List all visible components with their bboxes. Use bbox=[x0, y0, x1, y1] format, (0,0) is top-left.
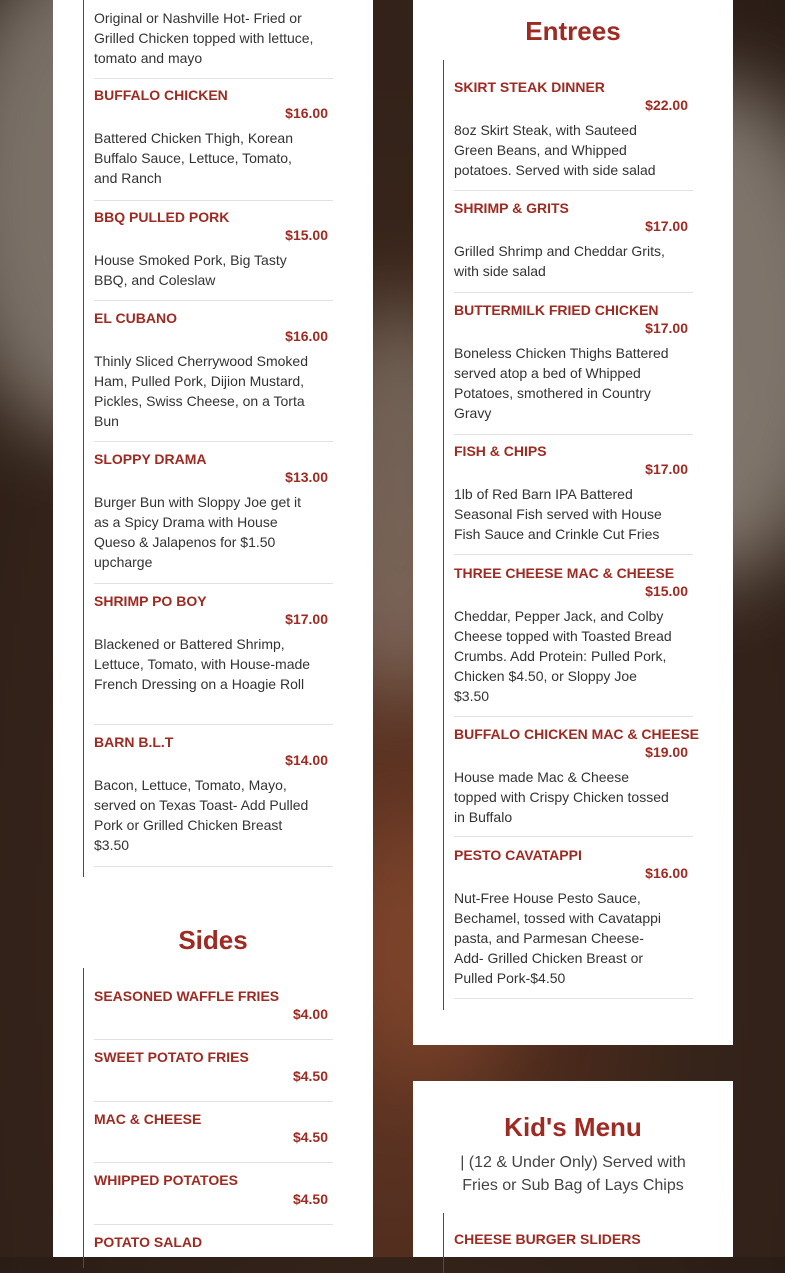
item-name: SKIRT STEAK DINNER bbox=[454, 79, 605, 95]
sides-card bbox=[53, 893, 373, 1257]
item-name: SWEET POTATO FRIES bbox=[94, 1049, 249, 1065]
item-price: $14.00 bbox=[285, 752, 328, 768]
item-description: Grilled Shrimp and Cheddar Grits, with side salad bbox=[454, 243, 665, 279]
section-title: Sides bbox=[178, 925, 248, 955]
item-description: Bacon, Lettuce, Tomato, Mayo, served on Texas Toast- Add Pulled Pork or Grilled Chicken Breast $3.50 bbox=[94, 777, 309, 853]
menu-item bbox=[94, 987, 333, 1040]
item-name: SEASONED WAFFLE FRIES bbox=[94, 988, 280, 1004]
item-price: $17.00 bbox=[645, 218, 688, 234]
item-price: $17.00 bbox=[645, 461, 688, 477]
item-description: 1lb of Red Barn IPA Battered Seasonal Fish served with House Fish Sauce and Crinkle Cut Fries bbox=[454, 486, 662, 542]
item-price: $16.00 bbox=[645, 865, 688, 881]
item-price: $4.50 bbox=[292, 1129, 328, 1145]
item-description: House Smoked Pork, Big Tasty BBQ, and Coleslaw bbox=[94, 252, 287, 288]
item-name: SHRIMP & GRITS bbox=[454, 200, 569, 216]
item-description: Thinly Sliced Cherrywood Smoked Ham, Pulled Pork, Dijion Mustard, Pickles, Swiss Cheese, on a Torta Bun bbox=[94, 353, 308, 429]
item-price: $13.00 bbox=[285, 469, 328, 485]
kids-menu-note: | (12 & Under Only) Served with Fries or Sub Bag of Lays Chips bbox=[460, 1154, 686, 1194]
sandwiches-card bbox=[53, 0, 373, 893]
item-name: MAC & CHEESE bbox=[94, 1111, 202, 1127]
item-name: BARN B.L.T bbox=[94, 734, 174, 750]
menu-item bbox=[454, 725, 700, 837]
menu-item bbox=[94, 733, 333, 867]
menu-item bbox=[94, 1233, 333, 1257]
kids-menu-card bbox=[413, 1081, 733, 1257]
item-description: Boneless Chicken Thighs Battered served atop a bed of Whipped Potatoes, smothered in Country Gravy bbox=[454, 345, 669, 421]
item-description: 8oz Skirt Steak, with Sauteed Green Beans, and Whipped potatoes. Served with side salad bbox=[454, 122, 656, 178]
item-price: $22.00 bbox=[645, 97, 688, 113]
item-price: $16.00 bbox=[285, 105, 328, 121]
section-rule bbox=[83, 0, 84, 877]
item-name: BUFFALO CHICKEN MAC & CHEESE bbox=[454, 726, 700, 742]
menu-item bbox=[454, 846, 693, 999]
menu-item bbox=[94, 0, 333, 79]
menu-item bbox=[94, 1171, 333, 1225]
section-rule bbox=[443, 1213, 444, 1273]
menu-item bbox=[94, 1110, 333, 1163]
menu-item bbox=[454, 199, 693, 293]
item-name: WHIPPED POTATOES bbox=[94, 1172, 238, 1188]
item-price: $16.00 bbox=[285, 328, 328, 344]
item-description: House made Mac & Cheese topped with Crispy Chicken tossed in Buffalo bbox=[454, 769, 669, 825]
entrees-card bbox=[413, 0, 733, 1045]
item-name: SHRIMP PO BOY bbox=[94, 593, 207, 609]
item-name: CHEESE BURGER SLIDERS bbox=[454, 1231, 641, 1247]
item-name: EL CUBANO bbox=[94, 310, 177, 326]
menu-item bbox=[94, 1048, 333, 1102]
item-price: $19.00 bbox=[645, 744, 688, 760]
item-price: $4.50 bbox=[292, 1191, 328, 1207]
item-name: PESTO CAVATAPPI bbox=[454, 847, 582, 863]
section-rule bbox=[83, 968, 84, 1268]
item-price: $4.50 bbox=[292, 1068, 328, 1084]
menu-item bbox=[454, 442, 693, 555]
item-description: Original or Nashville Hot- Fried or Grilled Chicken topped with lettuce, tomato and mayo bbox=[94, 10, 314, 66]
section-title: Entrees bbox=[525, 16, 621, 46]
item-price: $15.00 bbox=[285, 227, 328, 243]
item-price: $4.00 bbox=[292, 1006, 328, 1022]
item-description: Blackened or Battered Shrimp, Lettuce, Tomato, with House-made French Dressing on a Hoagie Roll bbox=[94, 636, 311, 692]
item-name: BUTTERMILK FRIED CHICKEN bbox=[454, 302, 659, 318]
menu-item bbox=[94, 450, 333, 584]
menu-item bbox=[454, 1230, 693, 1257]
menu-item bbox=[94, 208, 333, 301]
menu-item bbox=[94, 309, 333, 442]
menu-item bbox=[454, 78, 693, 191]
item-name: BUFFALO CHICKEN bbox=[94, 87, 228, 103]
menu-item bbox=[94, 592, 333, 725]
menu-item bbox=[454, 301, 693, 435]
item-name: SLOPPY DRAMA bbox=[94, 451, 207, 467]
menu-item bbox=[454, 564, 693, 717]
item-name: POTATO SALAD bbox=[94, 1234, 203, 1250]
item-description: Nut-Free House Pesto Sauce, Bechamel, tossed with Cavatappi pasta, and Parmesan Cheese- Add- Grilled Chicken Breast or Pulled Pork-$4.50 bbox=[454, 890, 661, 986]
menu-item bbox=[94, 86, 333, 201]
item-price: $17.00 bbox=[645, 320, 688, 336]
item-description: Burger Bun with Sloppy Joe get it as a Spicy Drama with House Queso & Jalapenos for $1.50 upcharge bbox=[94, 494, 302, 570]
section-title: Kid's Menu bbox=[504, 1112, 642, 1142]
item-description: Cheddar, Pepper Jack, and Colby Cheese topped with Toasted Bread Crumbs. Add Protein: Pulled Pork, Chicken $4.50, or Sloppy Joe $3.50 bbox=[454, 608, 672, 704]
item-price: $17.00 bbox=[285, 611, 328, 627]
section-rule bbox=[443, 60, 444, 1010]
item-price: $15.00 bbox=[645, 583, 688, 599]
item-name: THREE CHEESE MAC & CHEESE bbox=[454, 565, 675, 581]
item-name: FISH & CHIPS bbox=[454, 443, 547, 459]
item-name: BBQ PULLED PORK bbox=[94, 209, 230, 225]
item-description: Battered Chicken Thigh, Korean Buffalo Sauce, Lettuce, Tomato, and Ranch bbox=[94, 130, 293, 186]
